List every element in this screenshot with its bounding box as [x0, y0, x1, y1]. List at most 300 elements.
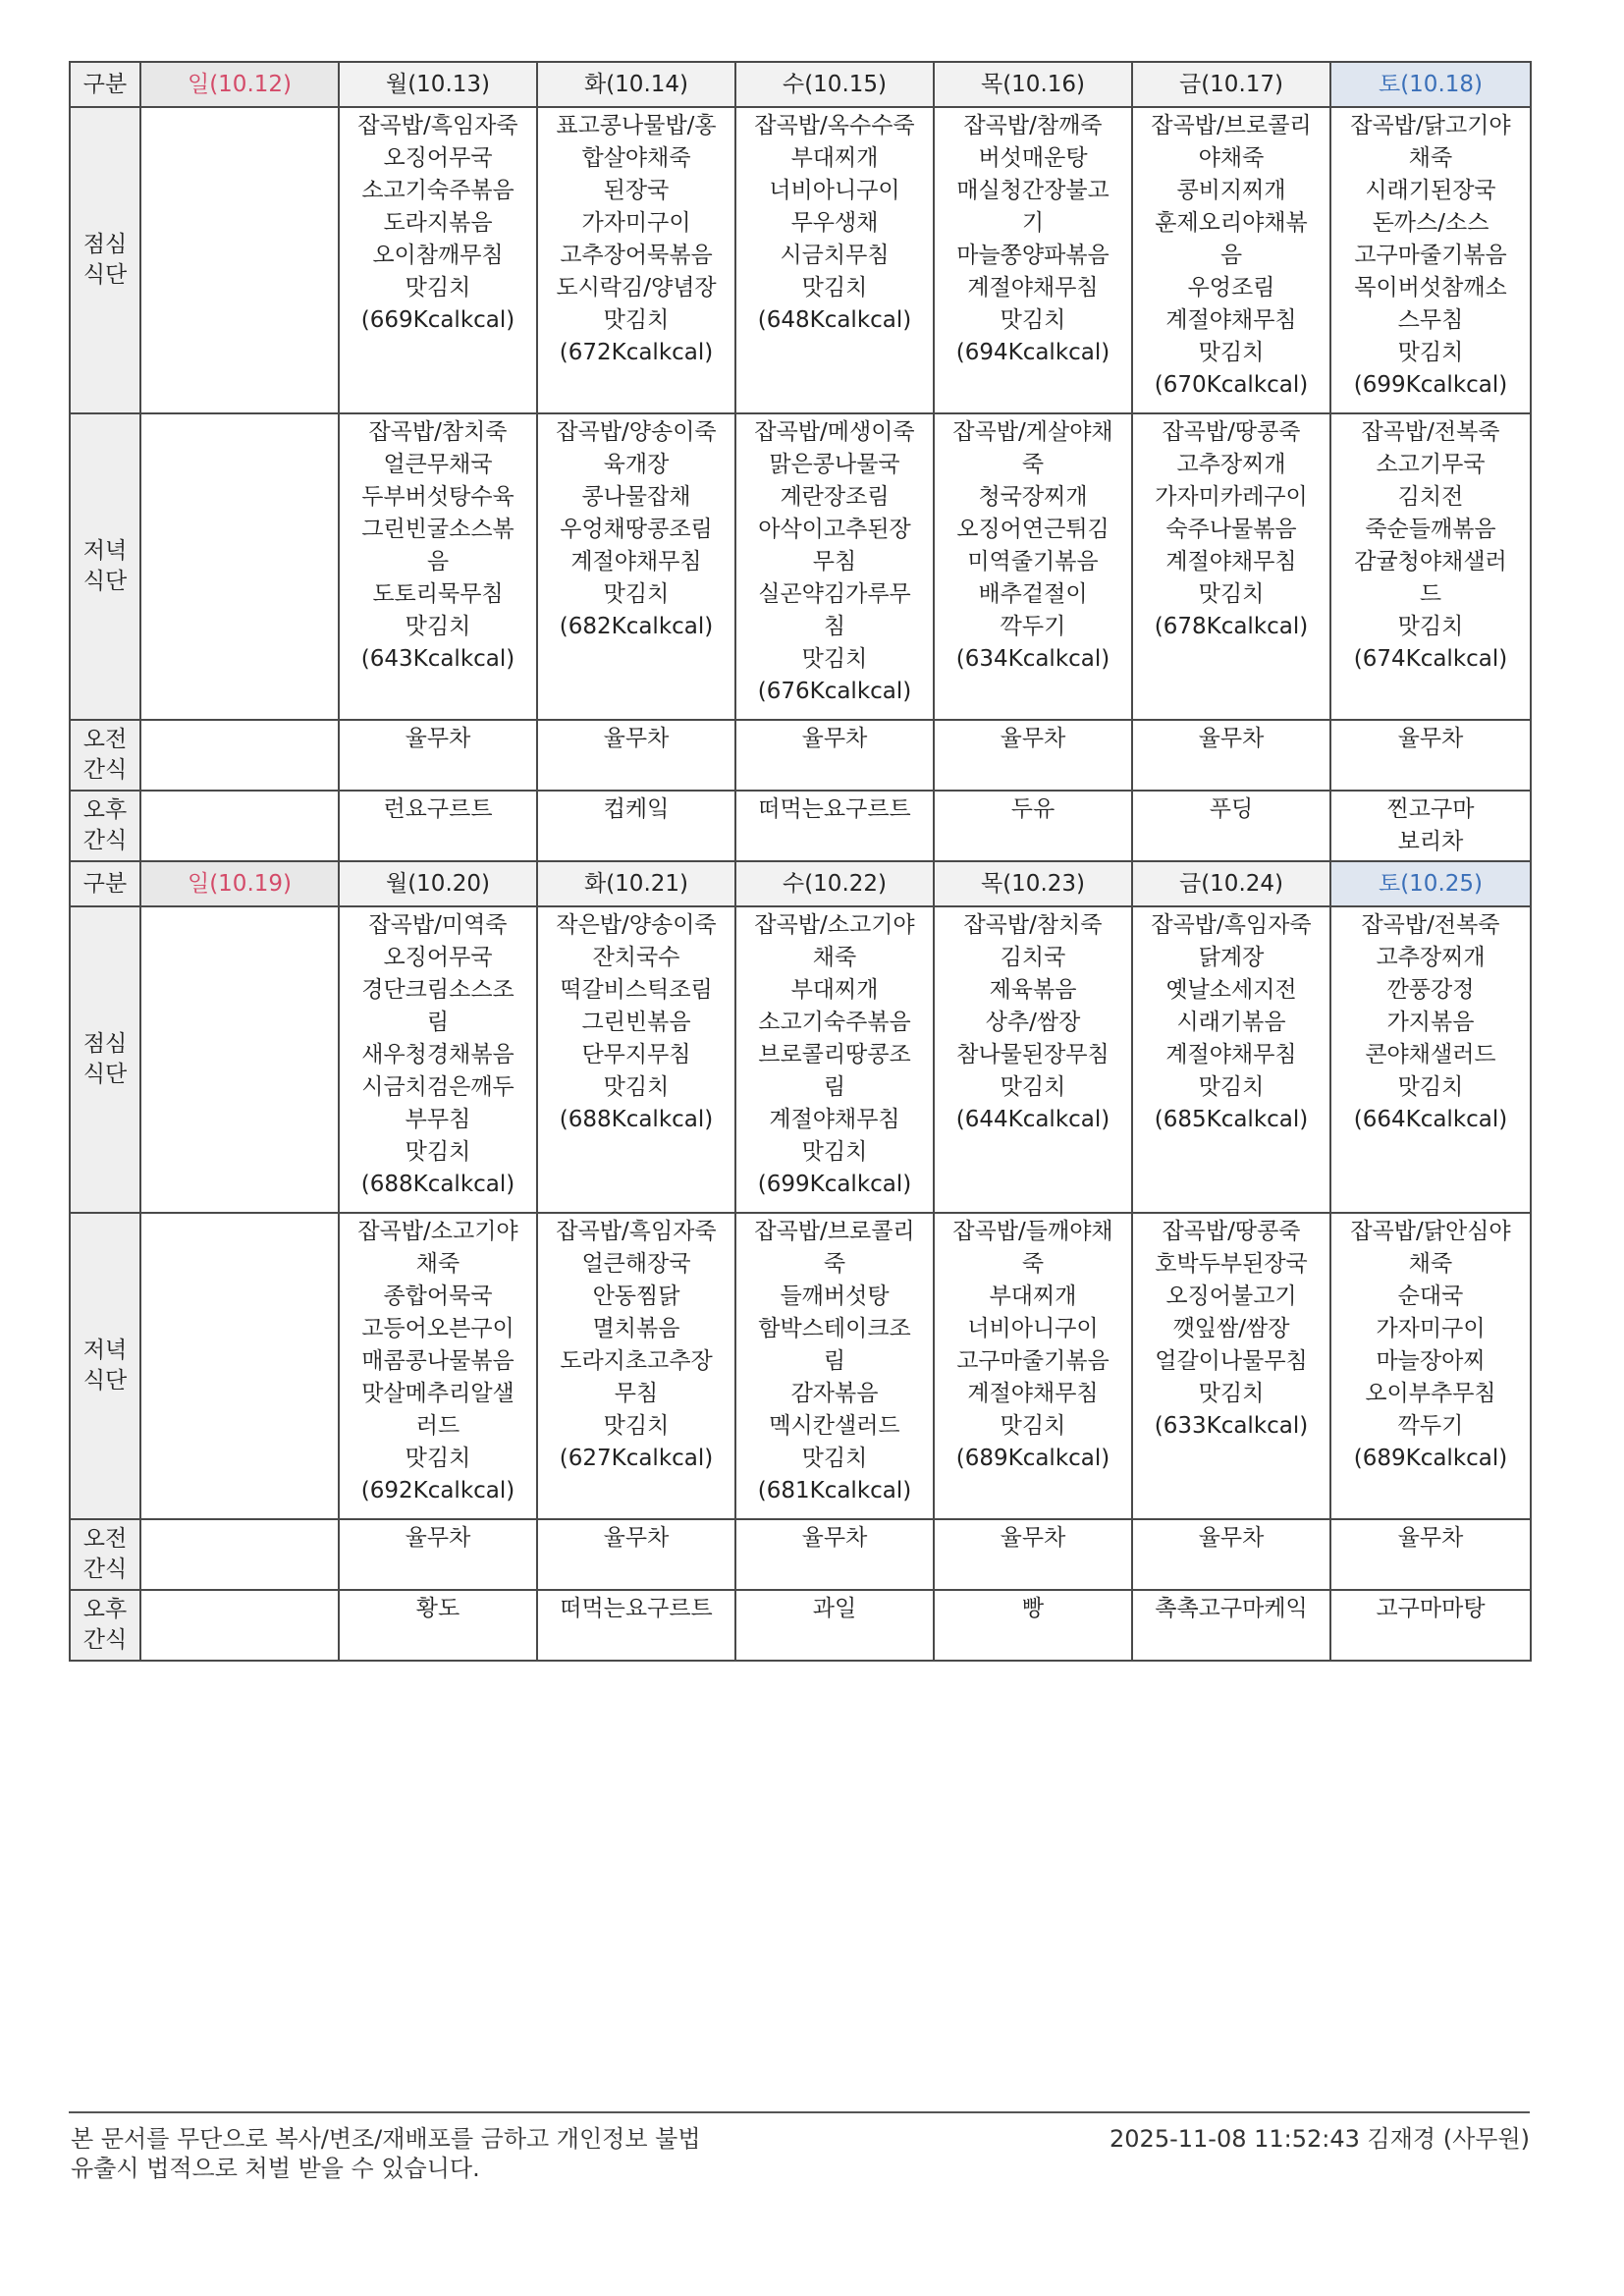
row-label-line: 식단 — [82, 262, 128, 288]
row-label-line: 오전 — [82, 727, 128, 752]
menu-item: 멕시칸샐러드 — [769, 1413, 900, 1439]
menu-cell — [537, 791, 735, 861]
menu-cell — [735, 791, 934, 861]
row-label-line: 식단 — [82, 1062, 128, 1087]
day-header: 월(10.13) — [339, 62, 537, 107]
day-header: 월(10.20) — [339, 861, 537, 906]
menu-item: 오징어무국 — [383, 945, 493, 970]
menu-item: 부대찌개 — [989, 1284, 1077, 1309]
day-header: 수(10.22) — [735, 861, 934, 906]
menu-cell — [537, 1590, 735, 1661]
menu-item: 율무차 — [1397, 1525, 1464, 1551]
day-header: 금(10.17) — [1132, 62, 1330, 107]
menu-item: (682Kcalkcal) — [559, 614, 714, 639]
menu-item: 침 — [823, 614, 846, 639]
row-label-line: 간식 — [82, 1557, 128, 1582]
menu-item: 율무차 — [1000, 726, 1066, 751]
menu-item: 잡곡밥/전복죽 — [1361, 419, 1500, 445]
day-header: 수(10.15) — [735, 62, 934, 107]
menu-item: 배추겉절이 — [978, 581, 1088, 607]
row-label-line: 간식 — [82, 757, 128, 783]
menu-cell — [1132, 1590, 1330, 1661]
row-label-line: 식단 — [82, 1368, 128, 1394]
menu-item: 고등어오븐구이 — [361, 1316, 514, 1341]
menu-cell — [339, 1519, 537, 1590]
column-label: 구분 — [70, 861, 140, 906]
menu-item: (643Kcalkcal) — [360, 646, 515, 672]
menu-item: 상추/쌈장 — [985, 1010, 1081, 1035]
row-label-line: 오후 — [82, 797, 128, 823]
menu-cell — [1330, 1590, 1531, 1661]
menu-item: 감귤청야채샐러 — [1354, 549, 1507, 574]
menu-item: 고추장어묵볶음 — [560, 243, 713, 268]
menu-item: 채죽 — [1408, 1251, 1453, 1277]
menu-item: 고구마줄기볶음 — [1354, 243, 1507, 268]
menu-cell — [934, 1519, 1132, 1590]
menu-item: 부대찌개 — [790, 145, 879, 171]
menu-item: 오이부추무침 — [1365, 1381, 1496, 1406]
menu-item: 잡곡밥/브로콜리 — [754, 1219, 915, 1244]
meal-plan-table — [69, 61, 1532, 1662]
menu-cell — [140, 1519, 339, 1590]
menu-item: 두유 — [1010, 796, 1056, 822]
menu-item: 콩나물잡채 — [581, 484, 691, 510]
menu-item: 깻잎쌈/쌈장 — [1172, 1316, 1290, 1341]
menu-cell — [735, 107, 934, 413]
menu-item: 림 — [823, 1348, 846, 1374]
menu-item: 청국장찌개 — [978, 484, 1088, 510]
menu-cell — [735, 413, 934, 720]
menu-item: 맛김치 — [801, 1139, 868, 1165]
menu-cell — [1132, 413, 1330, 720]
menu-cell — [735, 1213, 934, 1519]
menu-item: 작은밥/양송이죽 — [556, 912, 717, 938]
menu-item: 감자볶음 — [790, 1381, 879, 1406]
menu-item: 잡곡밥/참깨죽 — [963, 113, 1103, 138]
menu-item: 잡곡밥/전복죽 — [1361, 912, 1500, 938]
day-header: 일(10.12) — [140, 62, 339, 107]
menu-item: 합살야채죽 — [581, 145, 691, 171]
menu-item: 시래기볶음 — [1176, 1010, 1286, 1035]
menu-item: 미역줄기볶음 — [967, 549, 1099, 574]
menu-item: 김치전 — [1397, 484, 1464, 510]
menu-item: (688Kcalkcal) — [559, 1107, 714, 1132]
menu-item: 콘야채샐러드 — [1365, 1042, 1496, 1067]
menu-cell — [735, 1590, 934, 1661]
menu-item: 죽 — [1021, 452, 1045, 477]
menu-item: 율무차 — [801, 1525, 868, 1551]
am-snack-row — [70, 1519, 1531, 1590]
menu-item: 율무차 — [1198, 726, 1265, 751]
menu-item: 무우생채 — [790, 210, 879, 236]
menu-item: 숙주나물볶음 — [1165, 517, 1297, 542]
menu-cell — [1132, 1519, 1330, 1590]
menu-cell — [934, 1590, 1132, 1661]
menu-cell — [934, 720, 1132, 791]
menu-item: 얼큰무채국 — [383, 452, 493, 477]
menu-item: 야채죽 — [1198, 145, 1265, 171]
menu-item: 맛김치 — [1198, 581, 1265, 607]
menu-item: 얼큰해장국 — [581, 1251, 691, 1277]
menu-item: 그린빈굴소스볶 — [361, 517, 514, 542]
menu-item: 잡곡밥/미역죽 — [368, 912, 508, 938]
menu-cell — [537, 413, 735, 720]
menu-cell — [735, 1519, 934, 1590]
day-header: 목(10.23) — [934, 861, 1132, 906]
day-header: 토(10.25) — [1330, 861, 1531, 906]
menu-item: (688Kcalkcal) — [360, 1172, 515, 1197]
menu-cell — [537, 720, 735, 791]
menu-item: 계절야채무침 — [1165, 549, 1297, 574]
menu-item: 오징어연근튀김 — [956, 517, 1110, 542]
menu-item: 너비아니구이 — [967, 1316, 1099, 1341]
menu-cell — [537, 107, 735, 413]
menu-item: 마늘장아찌 — [1376, 1348, 1486, 1374]
menu-item: 잡곡밥/닭안심야 — [1350, 1219, 1511, 1244]
menu-item: 빵 — [1021, 1596, 1045, 1621]
menu-item: 도시락김/양념장 — [556, 275, 717, 301]
menu-item: 계절야채무침 — [967, 1381, 1099, 1406]
menu-cell — [140, 413, 339, 720]
menu-item: 율무차 — [1397, 726, 1464, 751]
menu-cell — [1330, 413, 1531, 720]
menu-item: 잡곡밥/땅콩죽 — [1162, 419, 1301, 445]
menu-cell — [1132, 720, 1330, 791]
menu-item: 맛김치 — [603, 1413, 670, 1439]
menu-cell — [1330, 791, 1531, 861]
menu-item: 옛날소세지전 — [1165, 977, 1297, 1003]
menu-item: 단무지무침 — [581, 1042, 691, 1067]
menu-cell — [934, 107, 1132, 413]
menu-item: 맛김치 — [405, 1139, 471, 1165]
dinner-row — [70, 1213, 1531, 1519]
row-label — [70, 1519, 140, 1590]
menu-item: 맛김치 — [801, 646, 868, 672]
menu-item: (634Kcalkcal) — [955, 646, 1110, 672]
menu-item: 경단크림소스조 — [361, 977, 514, 1003]
menu-item: 맛살메추리알샐 — [361, 1381, 514, 1406]
menu-cell — [339, 720, 537, 791]
menu-item: 도라지초고추장 — [560, 1348, 713, 1374]
menu-item: 오이참깨무침 — [372, 243, 504, 268]
menu-item: 음 — [1219, 243, 1243, 268]
menu-item: 깐풍강정 — [1386, 977, 1475, 1003]
row-label-line: 저녁 — [82, 538, 128, 564]
menu-item: 율무차 — [801, 726, 868, 751]
menu-cell — [1132, 906, 1330, 1213]
menu-cell — [1132, 107, 1330, 413]
menu-item: 율무차 — [1000, 1525, 1066, 1551]
menu-item: 시래기된장국 — [1365, 178, 1496, 203]
menu-item: (685Kcalkcal) — [1154, 1107, 1309, 1132]
menu-item: 기 — [1021, 210, 1045, 236]
menu-item: 드 — [1419, 581, 1442, 607]
menu-cell — [934, 906, 1132, 1213]
menu-item: 도라지볶음 — [383, 210, 493, 236]
row-label — [70, 1590, 140, 1661]
menu-item: (694Kcalkcal) — [955, 340, 1110, 365]
menu-item: 림 — [823, 1074, 846, 1100]
menu-item: 율무차 — [405, 1525, 471, 1551]
row-label-line: 간식 — [82, 1627, 128, 1653]
menu-item: 오징어불고기 — [1165, 1284, 1297, 1309]
menu-item: 김치국 — [1000, 945, 1066, 970]
menu-item: (633Kcalkcal) — [1154, 1413, 1309, 1439]
menu-item: 훈제오리야채볶 — [1155, 210, 1308, 236]
footer-divider — [69, 2111, 1530, 2113]
menu-item: 콩비지찌개 — [1176, 178, 1286, 203]
menu-cell — [934, 413, 1132, 720]
menu-item: 잡곡밥/옥수수죽 — [754, 113, 915, 138]
menu-item: 맛김치 — [1198, 1074, 1265, 1100]
menu-item: 가자미구이 — [1376, 1316, 1486, 1341]
menu-item: (674Kcalkcal) — [1353, 646, 1508, 672]
day-header: 목(10.16) — [934, 62, 1132, 107]
menu-item: (678Kcalkcal) — [1154, 614, 1309, 639]
menu-item: 맛김치 — [405, 1446, 471, 1471]
menu-item: (699Kcalkcal) — [1353, 372, 1508, 398]
menu-item: (648Kcalkcal) — [757, 307, 912, 333]
menu-item: 가자미카레구이 — [1155, 484, 1308, 510]
menu-cell — [339, 906, 537, 1213]
menu-item: 맛김치 — [1397, 340, 1464, 365]
menu-item: 우엉조림 — [1187, 275, 1275, 301]
menu-item: 율무차 — [603, 726, 670, 751]
footer-notice-line: 유출시 법적으로 처벌 받을 수 있습니다. — [71, 2155, 480, 2182]
menu-item: 잡곡밥/양송이죽 — [556, 419, 717, 445]
menu-item: 제육볶음 — [989, 977, 1077, 1003]
menu-cell — [1330, 1519, 1531, 1590]
menu-item: 죽 — [823, 1251, 846, 1277]
menu-item: 소고기숙주볶음 — [758, 1010, 911, 1035]
row-label-line: 오후 — [82, 1597, 128, 1622]
lunch-row — [70, 107, 1531, 413]
menu-item: 그린빈볶음 — [581, 1010, 691, 1035]
menu-item: 잡곡밥/닭고기야 — [1350, 113, 1511, 138]
menu-item: (699Kcalkcal) — [757, 1172, 912, 1197]
menu-item: 채죽 — [1408, 145, 1453, 171]
row-label-line: 저녁 — [82, 1338, 128, 1363]
day-header: 화(10.14) — [537, 62, 735, 107]
menu-item: 무침 — [614, 1381, 659, 1406]
menu-item: 잡곡밥/게살야채 — [952, 419, 1113, 445]
menu-item: 잡곡밥/메생이죽 — [754, 419, 915, 445]
menu-item: 소고기무국 — [1376, 452, 1486, 477]
menu-item: 맛김치 — [1198, 340, 1265, 365]
menu-cell — [140, 720, 339, 791]
menu-item: 맛김치 — [801, 1446, 868, 1471]
menu-cell — [339, 791, 537, 861]
menu-item: 촉촉고구마케익 — [1155, 1596, 1308, 1621]
footer-timestamp: 2025-11-08 11:52:43 김재경 (사무원) — [1110, 2125, 1530, 2153]
row-label-line: 점심 — [82, 1031, 128, 1057]
menu-item: 순대국 — [1397, 1284, 1464, 1309]
menu-item: 잡곡밥/들깨야채 — [952, 1219, 1113, 1244]
menu-item: 스무침 — [1397, 307, 1464, 333]
menu-item: 목이버섯참깨소 — [1354, 275, 1507, 301]
row-label — [70, 107, 140, 413]
menu-item: 가지볶음 — [1386, 1010, 1475, 1035]
menu-item: 맛김치 — [1000, 307, 1066, 333]
menu-item: 안동찜닭 — [592, 1284, 680, 1309]
menu-item: 맛김치 — [405, 614, 471, 639]
menu-item: 과일 — [812, 1596, 857, 1621]
menu-item: 떡갈비스틱조림 — [560, 977, 713, 1003]
menu-item: 림 — [426, 1010, 450, 1035]
menu-item: 새우청경채볶음 — [361, 1042, 514, 1067]
menu-item: 잔치국수 — [592, 945, 680, 970]
menu-item: 황도 — [415, 1596, 460, 1621]
menu-item: (670Kcalkcal) — [1154, 372, 1309, 398]
menu-item: 표고콩나물밥/홍 — [556, 113, 717, 138]
menu-item: 죽순들깨볶음 — [1365, 517, 1496, 542]
menu-item: 맛김치 — [1198, 1381, 1265, 1406]
menu-cell — [339, 107, 537, 413]
menu-item: 참나물된장무침 — [956, 1042, 1110, 1067]
menu-item: (627Kcalkcal) — [559, 1446, 714, 1471]
week-header-row — [70, 861, 1531, 906]
day-header: 금(10.24) — [1132, 861, 1330, 906]
menu-item: 채죽 — [415, 1251, 460, 1277]
row-label — [70, 791, 140, 861]
menu-item: 우엉채땅콩조림 — [560, 517, 713, 542]
menu-item: 떠먹는요구르트 — [560, 1596, 713, 1621]
menu-item: (689Kcalkcal) — [955, 1446, 1110, 1471]
menu-item: 부무침 — [405, 1107, 471, 1132]
day-header: 화(10.21) — [537, 861, 735, 906]
pm-snack-row — [70, 791, 1531, 861]
row-label-line: 오전 — [82, 1526, 128, 1552]
menu-item: (672Kcalkcal) — [559, 340, 714, 365]
menu-cell — [339, 413, 537, 720]
menu-item: 무침 — [812, 549, 857, 574]
menu-item: 마늘쫑양파볶음 — [956, 243, 1110, 268]
menu-item: 계절야채무침 — [967, 275, 1099, 301]
menu-cell — [339, 1590, 537, 1661]
menu-item: 고구마마탕 — [1376, 1596, 1486, 1621]
row-label-line: 식단 — [82, 569, 128, 594]
row-label — [70, 906, 140, 1213]
menu-item: 고추장찌개 — [1376, 945, 1486, 970]
menu-cell — [1330, 906, 1531, 1213]
menu-item: (669Kcalkcal) — [360, 307, 515, 333]
menu-item: 브로콜리땅콩조 — [758, 1042, 911, 1067]
menu-item: 맑은콩나물국 — [769, 452, 900, 477]
week-header-row — [70, 62, 1531, 107]
menu-item: 맛김치 — [1397, 614, 1464, 639]
menu-item: 깍두기 — [1000, 614, 1066, 639]
menu-cell — [140, 107, 339, 413]
menu-cell — [934, 791, 1132, 861]
menu-item: 떠먹는요구르트 — [758, 796, 911, 822]
menu-item: 채죽 — [812, 945, 857, 970]
menu-item: (689Kcalkcal) — [1353, 1446, 1508, 1471]
menu-item: 육개장 — [603, 452, 670, 477]
menu-cell — [1330, 107, 1531, 413]
dinner-row — [70, 413, 1531, 720]
menu-item: 푸딩 — [1209, 796, 1254, 822]
menu-item: 죽 — [1021, 1251, 1045, 1277]
menu-item: 매콤콩나물볶음 — [361, 1348, 514, 1374]
menu-item: 음 — [426, 549, 450, 574]
menu-item: 율무차 — [603, 1525, 670, 1551]
menu-item: 계절야채무침 — [1165, 307, 1297, 333]
menu-item: 잡곡밥/흑임자죽 — [357, 113, 518, 138]
menu-cell — [934, 1213, 1132, 1519]
menu-cell — [537, 1213, 735, 1519]
menu-cell — [1132, 791, 1330, 861]
lunch-row — [70, 906, 1531, 1213]
menu-cell — [1132, 1213, 1330, 1519]
menu-item: 맛김치 — [1000, 1074, 1066, 1100]
menu-cell — [140, 791, 339, 861]
menu-item: 멸치볶음 — [592, 1316, 680, 1341]
menu-cell — [140, 906, 339, 1213]
menu-cell — [140, 1590, 339, 1661]
menu-item: 닭계장 — [1198, 945, 1265, 970]
menu-item: 버섯매운탕 — [978, 145, 1088, 171]
menu-item: 보리차 — [1397, 829, 1464, 854]
row-label-line: 점심 — [82, 232, 128, 257]
menu-item: 가자미구이 — [581, 210, 691, 236]
menu-item: 찐고구마 — [1386, 796, 1475, 822]
menu-item: 돈까스/소스 — [1372, 210, 1489, 236]
menu-item: 잡곡밥/흑임자죽 — [1151, 912, 1312, 938]
menu-item: 계절야채무침 — [570, 549, 702, 574]
menu-item: 함박스테이크조 — [758, 1316, 911, 1341]
menu-cell — [735, 720, 934, 791]
menu-item: 오징어무국 — [383, 145, 493, 171]
menu-cell — [537, 906, 735, 1213]
menu-item: 런요구르트 — [383, 796, 493, 822]
menu-item: 컵케잌 — [603, 796, 670, 822]
row-label — [70, 1213, 140, 1519]
menu-item: 잡곡밥/참치죽 — [963, 912, 1103, 938]
menu-item: 계란장조림 — [780, 484, 890, 510]
menu-item: 종합어묵국 — [383, 1284, 493, 1309]
meal-plan-body — [70, 62, 1531, 1661]
menu-item: 잡곡밥/참치죽 — [368, 419, 508, 445]
menu-item: 얼갈이나물무침 — [1155, 1348, 1308, 1374]
menu-item: 잡곡밥/브로콜리 — [1151, 113, 1312, 138]
footer-notice-line: 본 문서를 무단으로 복사/변조/재배포를 금하고 개인정보 불법 — [71, 2125, 701, 2153]
menu-item: 너비아니구이 — [769, 178, 900, 203]
menu-item: 율무차 — [1198, 1525, 1265, 1551]
menu-item: 매실청간장불고 — [956, 178, 1110, 203]
row-label-line: 간식 — [82, 828, 128, 853]
menu-cell — [735, 906, 934, 1213]
menu-item: 러드 — [415, 1413, 460, 1439]
am-snack-row — [70, 720, 1531, 791]
menu-item: 맛김치 — [801, 275, 868, 301]
menu-cell — [339, 1213, 537, 1519]
menu-item: 잡곡밥/땅콩죽 — [1162, 1219, 1301, 1244]
menu-item: 시금치검은깨두 — [361, 1074, 514, 1100]
menu-item: (676Kcalkcal) — [757, 679, 912, 704]
menu-item: 도토리묵무침 — [372, 581, 504, 607]
footer-notice — [71, 2124, 954, 2183]
menu-item: 맛김치 — [603, 1074, 670, 1100]
menu-item: 호박두부된장국 — [1155, 1251, 1308, 1277]
menu-item: 잡곡밥/소고기야 — [357, 1219, 518, 1244]
menu-item: 맛김치 — [1397, 1074, 1464, 1100]
column-label: 구분 — [70, 62, 140, 107]
day-header: 토(10.18) — [1330, 62, 1531, 107]
row-label — [70, 720, 140, 791]
menu-item: 소고기숙주볶음 — [361, 178, 514, 203]
menu-item: (644Kcalkcal) — [955, 1107, 1110, 1132]
menu-cell — [537, 1519, 735, 1590]
